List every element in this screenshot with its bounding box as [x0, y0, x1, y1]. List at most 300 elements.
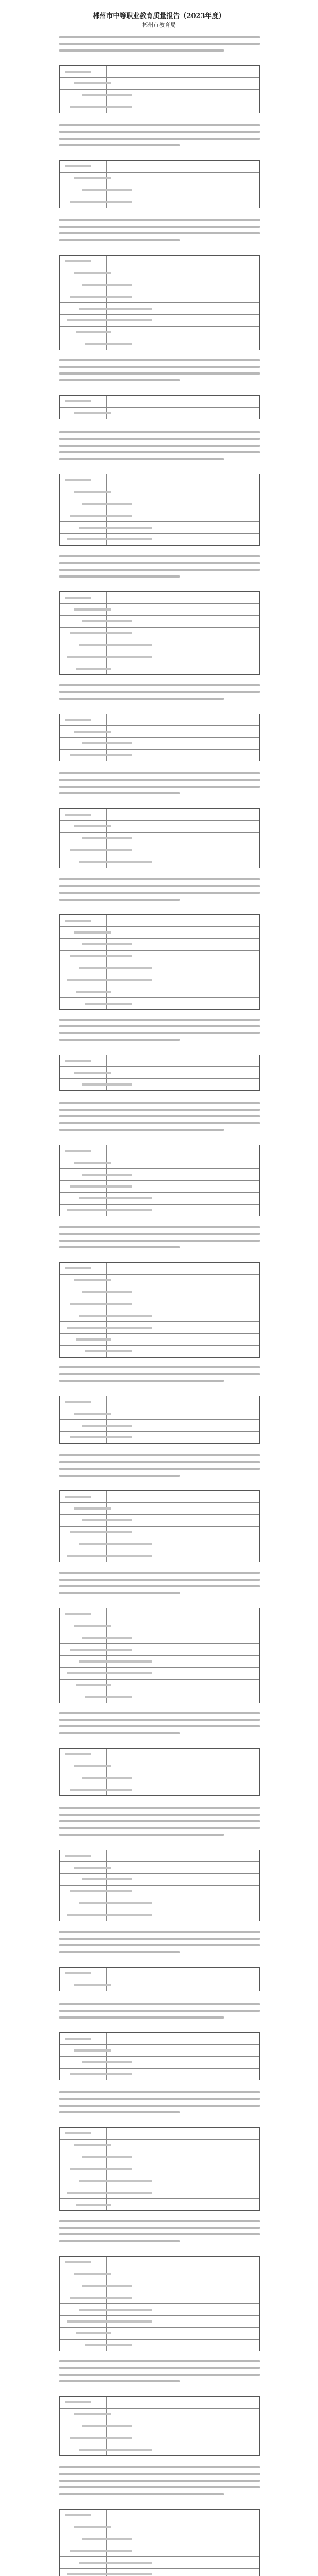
table-row	[60, 2057, 259, 2069]
text-paragraph	[59, 1931, 260, 1958]
table-row	[60, 1491, 259, 1503]
cell-text-placeholder	[70, 2437, 132, 2439]
cell-text-placeholder	[82, 1519, 132, 1521]
table-row	[60, 90, 259, 101]
table-row	[60, 1968, 259, 1979]
cell-text-placeholder	[82, 2285, 132, 2287]
text-line	[59, 1373, 260, 1375]
table-row	[60, 1886, 259, 1897]
text-line	[59, 1246, 180, 1248]
text-line	[59, 366, 260, 368]
cell-text-placeholder	[74, 1413, 111, 1415]
cell-text-placeholder	[67, 1914, 152, 1916]
text-line	[59, 43, 260, 45]
text-paragraph	[59, 36, 260, 56]
text-line	[59, 1461, 260, 1463]
table-row	[60, 1515, 259, 1527]
table-row	[60, 2316, 259, 2328]
cell-text-placeholder	[76, 668, 111, 670]
cell-text-placeholder	[65, 71, 91, 73]
cell-text-placeholder	[65, 2132, 91, 2134]
table-row	[60, 1680, 259, 1691]
cell-text-placeholder	[70, 955, 132, 957]
table-row	[60, 1145, 259, 1157]
data-table	[59, 1055, 260, 1091]
cell-text-placeholder	[70, 1436, 132, 1438]
cell-text-placeholder	[79, 2449, 152, 2451]
cell-text-placeholder	[76, 991, 111, 993]
cell-text-placeholder	[70, 1303, 132, 1305]
table-row	[60, 522, 259, 534]
cell-text-placeholder	[85, 1003, 132, 1005]
text-line	[59, 1129, 224, 1131]
text-line	[59, 451, 260, 453]
text-line	[59, 684, 260, 686]
table-cell	[106, 1850, 204, 1861]
cell-text-placeholder	[65, 1855, 91, 1857]
text-line	[59, 698, 224, 700]
table-cell	[106, 161, 204, 172]
table-row	[60, 279, 259, 291]
table-cell	[106, 396, 204, 407]
table-row	[60, 1979, 259, 1991]
table-row	[60, 738, 259, 750]
table-cell	[106, 2510, 204, 2521]
cell-text-placeholder	[82, 620, 132, 622]
text-line	[59, 2493, 224, 2495]
table-row	[60, 1538, 259, 1550]
table-row	[60, 1909, 259, 1921]
table-row	[60, 2340, 259, 2351]
table-row	[60, 1193, 259, 1205]
text-line	[59, 575, 180, 578]
table-row	[60, 1668, 259, 1680]
table-cell	[106, 1055, 204, 1066]
table-row	[60, 1760, 259, 1772]
table-cell	[106, 2033, 204, 2044]
cell-text-placeholder	[82, 284, 132, 286]
cell-text-placeholder	[82, 2156, 132, 2158]
text-line	[59, 1712, 260, 1714]
text-line	[59, 792, 180, 794]
table-row	[60, 1205, 259, 1216]
table-row	[60, 2569, 259, 2576]
cell-text-placeholder	[65, 479, 91, 481]
cell-text-placeholder	[74, 1507, 111, 1510]
table-cell	[106, 1408, 204, 1419]
cell-text-placeholder	[82, 503, 132, 505]
data-table	[59, 591, 260, 675]
text-line	[59, 885, 260, 887]
table-row	[60, 2163, 259, 2175]
table-cell	[106, 2140, 204, 2151]
cell-text-placeholder	[74, 1765, 111, 1767]
text-paragraph	[59, 2220, 260, 2247]
data-table	[59, 1396, 260, 1444]
table-row	[60, 915, 259, 927]
table-row	[60, 2557, 259, 2569]
table-cell	[106, 726, 204, 737]
table-row	[60, 1396, 259, 1408]
table-row	[60, 1408, 259, 1420]
text-line	[59, 2233, 260, 2235]
table-row	[60, 327, 259, 338]
text-line	[59, 691, 260, 693]
cell-text-placeholder	[65, 2401, 91, 2403]
cell-text-placeholder	[79, 1315, 152, 1317]
table-row	[60, 474, 259, 486]
cell-text-placeholder	[67, 1327, 152, 1329]
table-row	[60, 2304, 259, 2316]
cell-text-placeholder	[65, 165, 91, 167]
cell-text-placeholder	[70, 1649, 132, 1651]
text-paragraph	[59, 1019, 260, 1045]
table-row	[60, 939, 259, 951]
table-row	[60, 1550, 259, 1562]
text-paragraph	[59, 772, 260, 799]
table-cell	[106, 1862, 204, 1873]
table-row	[60, 986, 259, 998]
table-row	[60, 1079, 259, 1090]
table-cell	[106, 1263, 204, 1274]
table-row	[60, 592, 259, 604]
table-row	[60, 951, 259, 962]
data-table	[59, 714, 260, 761]
cell-text-placeholder	[65, 2514, 91, 2516]
table-row	[60, 962, 259, 974]
text-line	[59, 2466, 260, 2468]
table-row	[60, 639, 259, 651]
table-row	[60, 2521, 259, 2533]
table-cell	[106, 66, 204, 77]
data-table	[59, 255, 260, 350]
cell-text-placeholder	[67, 1555, 152, 1557]
text-line	[59, 555, 260, 557]
table-row	[60, 1181, 259, 1193]
table-cell	[106, 1503, 204, 1514]
table-cell	[106, 2257, 204, 2268]
table-row	[60, 2280, 259, 2292]
cell-text-placeholder	[67, 1209, 152, 1211]
cell-text-placeholder	[79, 308, 152, 310]
table-row	[60, 1784, 259, 1795]
text-line	[59, 49, 224, 52]
text-line	[59, 899, 180, 901]
table-cell	[106, 1157, 204, 1168]
cell-text-placeholder	[65, 400, 91, 402]
table-row	[60, 1503, 259, 1515]
text-line	[59, 1468, 260, 1470]
text-line	[59, 1732, 180, 1734]
cell-text-placeholder	[74, 272, 111, 274]
table-cell	[106, 1608, 204, 1620]
text-line	[59, 1233, 260, 1235]
table-row	[60, 821, 259, 833]
table-row	[60, 1691, 259, 1703]
cell-text-placeholder	[67, 656, 152, 658]
text-line	[59, 372, 260, 375]
data-table	[59, 2509, 260, 2576]
text-line	[59, 1115, 260, 1117]
table-row	[60, 66, 259, 78]
text-line	[59, 36, 260, 38]
data-table	[59, 1748, 260, 1796]
text-line	[59, 124, 260, 126]
data-table	[59, 1490, 260, 1562]
table-row	[60, 267, 259, 279]
cell-text-placeholder	[65, 260, 91, 262]
table-row	[60, 1157, 259, 1169]
cell-text-placeholder	[70, 515, 132, 517]
cell-text-placeholder	[67, 538, 152, 540]
text-paragraph	[59, 431, 260, 465]
table-cell	[106, 915, 204, 926]
cell-text-placeholder	[70, 296, 132, 298]
table-row	[60, 2432, 259, 2444]
text-line	[59, 1585, 260, 1587]
table-row	[60, 2045, 259, 2057]
cell-text-placeholder	[79, 1902, 152, 1904]
table-row	[60, 2409, 259, 2420]
cell-text-placeholder	[82, 2425, 132, 2427]
table-row	[60, 101, 259, 113]
text-line	[59, 2486, 260, 2488]
cell-text-placeholder	[82, 189, 132, 191]
table-row	[60, 974, 259, 986]
cell-text-placeholder	[67, 979, 152, 981]
text-line	[59, 2098, 260, 2100]
table-row	[60, 2420, 259, 2432]
cell-text-placeholder	[65, 1060, 91, 1062]
text-line	[59, 2010, 260, 2012]
cell-text-placeholder	[76, 1338, 111, 1341]
table-row	[60, 1432, 259, 1443]
table-row	[60, 184, 259, 196]
cell-text-placeholder	[74, 2273, 111, 2275]
text-line	[59, 2480, 260, 2482]
text-line	[59, 1025, 260, 1027]
cell-text-placeholder	[76, 2332, 111, 2334]
table-row	[60, 1608, 259, 1620]
text-paragraph	[59, 359, 260, 386]
cell-text-placeholder	[79, 1543, 152, 1545]
text-line	[59, 2240, 180, 2242]
cell-text-placeholder	[70, 106, 132, 108]
table-cell	[106, 173, 204, 184]
table-cell	[106, 1968, 204, 1979]
text-line	[59, 1827, 260, 1829]
cell-text-placeholder	[82, 1777, 132, 1779]
cell-text-placeholder	[74, 82, 111, 84]
table-row	[60, 1874, 259, 1886]
cell-text-placeholder	[74, 2049, 111, 2052]
cell-text-placeholder	[79, 2562, 152, 2564]
text-line	[59, 1366, 260, 1368]
text-line	[59, 786, 260, 788]
table-row	[60, 1527, 259, 1538]
table-row	[60, 2199, 259, 2210]
text-line	[59, 1226, 260, 1228]
report-title: 郴州市中等职业教育质量报告（2023年度）	[93, 12, 225, 20]
cell-text-placeholder	[79, 1660, 152, 1663]
cell-text-placeholder	[79, 527, 152, 529]
table-row	[60, 616, 259, 628]
table-row	[60, 256, 259, 267]
cell-text-placeholder	[67, 319, 152, 321]
cell-text-placeholder	[74, 2144, 111, 2146]
cell-text-placeholder	[70, 1890, 132, 1892]
text-line	[59, 2380, 180, 2382]
cell-text-placeholder	[79, 2309, 152, 2311]
table-row	[60, 2069, 259, 2080]
cell-text-placeholder	[65, 1972, 91, 1974]
text-line	[59, 138, 260, 140]
table-cell	[106, 604, 204, 615]
text-line	[59, 1951, 180, 1953]
table-row	[60, 173, 259, 184]
text-line	[59, 2220, 260, 2222]
table-row	[60, 651, 259, 663]
table-row	[60, 2140, 259, 2151]
table-cell	[106, 1275, 204, 1286]
text-line	[59, 1102, 260, 1104]
text-line	[59, 1122, 260, 1124]
table-row	[60, 2397, 259, 2409]
table-cell	[106, 1145, 204, 1157]
text-line	[59, 892, 260, 894]
data-table	[59, 1850, 260, 1921]
table-row	[60, 510, 259, 522]
text-paragraph	[59, 1807, 260, 1840]
table-row	[60, 927, 259, 939]
text-line	[59, 1820, 260, 1822]
cell-text-placeholder	[70, 2073, 132, 2075]
table-cell	[106, 2521, 204, 2533]
table-row	[60, 2257, 259, 2268]
cell-text-placeholder	[70, 2168, 132, 2170]
table-row	[60, 2510, 259, 2521]
data-table	[59, 1145, 260, 1216]
text-line	[59, 1944, 260, 1946]
data-table	[59, 808, 260, 868]
text-line	[59, 1019, 260, 1021]
cell-text-placeholder	[65, 1613, 91, 1615]
table-row	[60, 750, 259, 761]
text-line	[59, 1572, 260, 1574]
table-row	[60, 1420, 259, 1432]
table-row	[60, 498, 259, 510]
cell-text-placeholder	[82, 1083, 132, 1086]
table-row	[60, 2175, 259, 2187]
table-cell	[106, 2397, 204, 2408]
cell-text-placeholder	[70, 201, 132, 203]
data-table	[59, 2032, 260, 2080]
cell-text-placeholder	[85, 2344, 132, 2346]
table-cell	[106, 1620, 204, 1632]
table-row	[60, 1772, 259, 1784]
table-row	[60, 2033, 259, 2045]
text-line	[59, 438, 260, 440]
table-row	[60, 2545, 259, 2557]
text-line	[59, 1475, 180, 1477]
cell-text-placeholder	[79, 861, 152, 863]
text-paragraph	[59, 1572, 260, 1599]
table-row	[60, 663, 259, 674]
table-row	[60, 2328, 259, 2340]
cell-text-placeholder	[79, 2180, 152, 2182]
table-row	[60, 408, 259, 419]
cell-text-placeholder	[82, 943, 132, 945]
table-row	[60, 1055, 259, 1067]
table-cell	[106, 986, 204, 997]
table-row	[60, 1862, 259, 1874]
table-row	[60, 2533, 259, 2545]
data-table	[59, 395, 260, 419]
text-line	[59, 1240, 260, 1242]
table-row	[60, 1644, 259, 1656]
cell-text-placeholder	[65, 1401, 91, 1403]
cell-text-placeholder	[67, 1672, 152, 1674]
table-row	[60, 2151, 259, 2163]
cell-text-placeholder	[76, 2204, 111, 2206]
table-row	[60, 844, 259, 856]
table-cell	[106, 2328, 204, 2339]
table-row	[60, 1275, 259, 1286]
table-row	[60, 1322, 259, 1334]
text-line	[59, 1032, 260, 1034]
text-line	[59, 458, 224, 460]
cell-text-placeholder	[74, 825, 111, 827]
cell-text-placeholder	[67, 2192, 152, 2194]
cell-text-placeholder	[74, 1279, 111, 1281]
table-row	[60, 1656, 259, 1668]
cell-text-placeholder	[65, 1267, 91, 1269]
text-line	[59, 1931, 260, 1933]
cell-text-placeholder	[74, 1072, 111, 1074]
table-row	[60, 1897, 259, 1909]
text-line	[59, 131, 260, 133]
text-line	[59, 1719, 260, 1721]
data-table	[59, 2256, 260, 2351]
table-cell	[106, 1979, 204, 1991]
table-cell	[106, 1491, 204, 1502]
text-line	[59, 1380, 224, 1382]
table-row	[60, 856, 259, 868]
table-row	[60, 998, 259, 1009]
text-line	[59, 359, 260, 361]
table-row	[60, 1298, 259, 1310]
table-row	[60, 78, 259, 90]
text-paragraph	[59, 1226, 260, 1253]
table-cell	[106, 474, 204, 486]
text-paragraph	[59, 555, 260, 582]
table-cell	[106, 2045, 204, 2056]
text-line	[59, 1454, 260, 1456]
cell-text-placeholder	[82, 1425, 132, 1427]
cell-text-placeholder	[65, 719, 91, 721]
text-paragraph	[59, 1366, 260, 1386]
text-line	[59, 1579, 260, 1581]
cell-text-placeholder	[65, 1753, 91, 1755]
text-line	[59, 2111, 180, 2113]
cell-text-placeholder	[74, 931, 111, 934]
table-cell	[106, 2268, 204, 2280]
cell-text-placeholder	[65, 1150, 91, 1152]
table-cell	[106, 267, 204, 279]
data-table	[59, 1967, 260, 1991]
cell-text-placeholder	[82, 1878, 132, 1880]
table-row	[60, 2444, 259, 2455]
